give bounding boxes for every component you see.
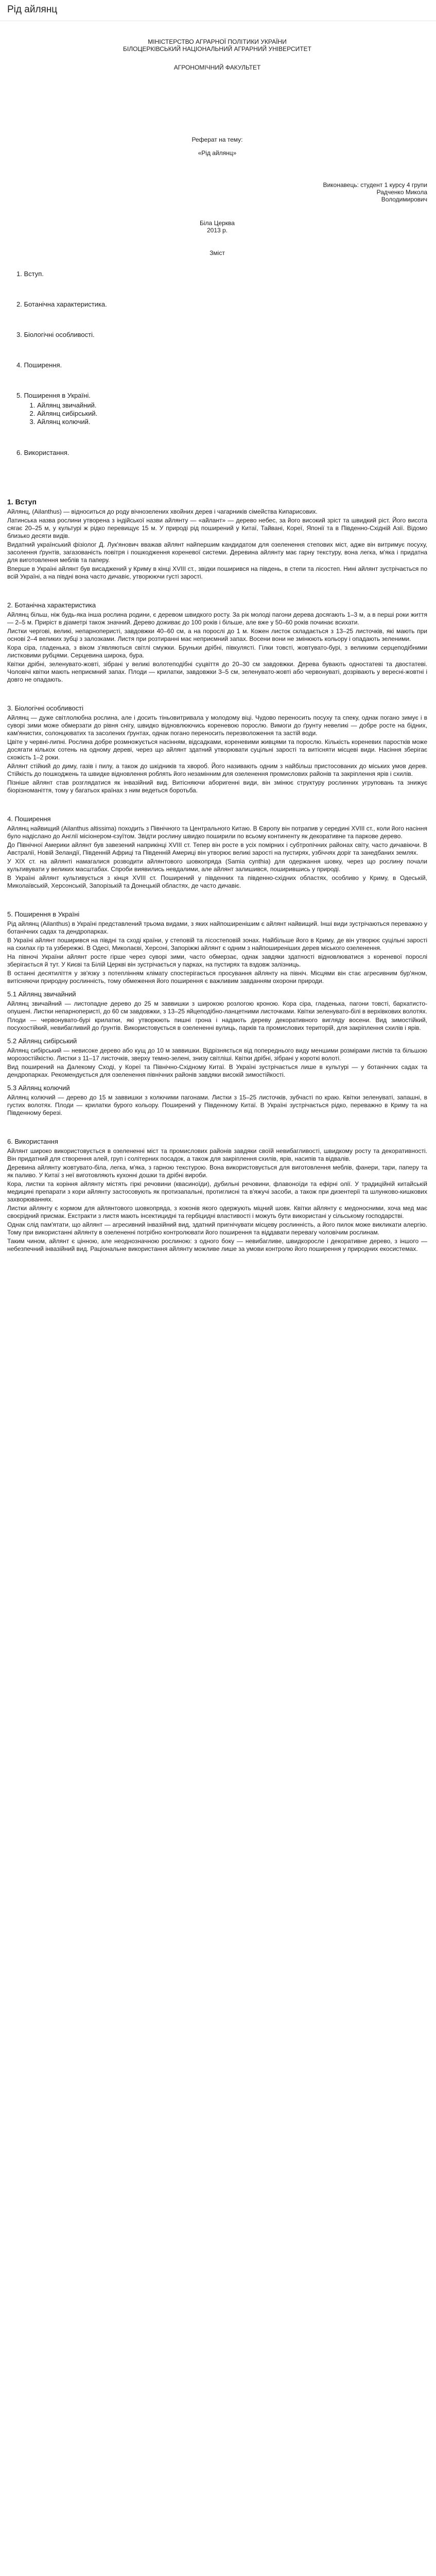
paragraph: Вперше в Україні айлянт був висаджений у Криму в кінці XVIII ст., звідки поширився на південь, в степи та лісостеп. Нині айлянт зустрічається по всій Україні, а на півдні вона часто дичавіє, утворюючи густі зарості. xyxy=(7,565,427,580)
toc-item: 6. Використання. xyxy=(16,449,69,456)
ministry-name: МІНІСТЕРСТВО АГРАРНОЇ ПОЛІТИКИ УКРАЇНИ xyxy=(148,38,287,45)
section-botanical xyxy=(7,601,427,684)
paragraph: В останні десятиліття у зв'язку з потеплінням клімату спостерігається просування айлянту на північ. Місцями він стає агресивним бур'яном, витісняючи природну рослинність, тому обмеження його поширення є важливим завданням охорони природи. xyxy=(7,970,427,985)
section-heading: 4. Поширення xyxy=(7,815,51,823)
toc-subitem: 1. Айлянц звичайний. xyxy=(37,401,427,410)
paragraph: Айлянт широко використовується в озелененні міст та промислових районів завдяки своїй невибагливості, швидкому росту та декоративності. Він придатний для створення алей, груп і солітерних посадок, а також для закріплення схилів, ярів, насипів та відвалів. xyxy=(7,1147,427,1162)
paragraph: В Україні айлянт культивується з кінця XVIII ст. Поширений у південних та південно-східних областях, особливо у Криму, в Одеській, Миколаївській, Херсонській, Запорізькій та Донецькій областях, де часто дичавіє. xyxy=(7,874,427,889)
section-introduction xyxy=(7,498,427,581)
paragraph: Айлянт стійкий до диму, газів і пилу, а також до шкідників та хвороб. Його називають одним з найбільш пристосованих до міських умов дерев. Стійкість до пошкоджень та швидке відновлення роблять його незамінним для озеленення промислових районів та закріплення ярів і схилів. xyxy=(7,762,427,777)
paragraph: Видатний український фізіолог Д. Лук'янович вважав айлянт найпершим кандидатом для озеленення степових міст, адже він витримує посуху, засолення ґрунтів, загазованість повітря і пошкодження кореневої системи. Деревина айлянту має гарну текстуру, вона легка, м'яка і придатна для виготовлення меблів та паперу. xyxy=(7,541,427,564)
toc-item-label: 5. Поширення в Україні. xyxy=(16,392,91,399)
paragraph: Рід айлянц (Ailanthus) в Україні представлений трьома видами, з яких найпоширенішим є айлянт найвищий. Інші види зустрічаються переважно у ботанічних садах та дендропарках. xyxy=(7,920,427,935)
paragraph: Айлянц сибірський — невисоке дерево або кущ до 10 м заввишки. Відрізняється від попереднього виду меншими розмірами листків та більшою морозостійкістю. Листки з 11–17 листочків, зверху темно-зелені, знизу світліші. Квітки дрібні, зібрані у короткі волоті. xyxy=(7,1047,427,1062)
paragraph: Вид поширений на Далекому Сході, у Кореї та Північно-Східному Китаї. В Україні зустрічається лише в культурі — у ботанічних садах та дендропарках. Рекомендується для озеленення північних районів завдяки високій зимостійкості. xyxy=(7,1063,427,1078)
university-name: БІЛОЦЕРКІВСЬКИЙ НАЦІОНАЛЬНИЙ АГРАРНИЙ УНІВЕРСИТЕТ xyxy=(123,45,311,53)
page-title: Рід айлянц xyxy=(7,4,58,15)
paragraph: Кора, листки та коріння айлянту містять гіркі речовини (квасиноїди), дубильні речовини, флавоноїди та ефірні олії. У традиційній китайській медицині препарати з кори айлянту застосовують як протизапальні, протиглисні та в'яжучі засоби, а також при дизентерії та шлунково-кишкових захворюваннях. xyxy=(7,1180,427,1203)
toc-subitems xyxy=(37,401,427,426)
toc-item: 4. Поширення. xyxy=(16,361,62,369)
toc-item: 2. Ботанічна характеристика. xyxy=(16,300,107,308)
section-heading: 1. Вступ xyxy=(7,498,37,506)
paragraph: В Україні айлянт поширився на півдні та сході країни, у степовій та лісостеповій зонах. Найбільше його в Криму, де він утворює суцільні зарості на схилах гір та узбережжі. В Одесі, Миколаєві, Херсоні, Запоріжжі айлянт є одним з найпоширеніших дерев міського озеленення. xyxy=(7,937,427,952)
section-heading: 5. Поширення в Україні xyxy=(7,910,80,918)
paragraph: Айлянц найвищий (Ailanthus altissima) походить з Північного та Центрального Китаю. В Європу він потрапив у середині XVIII ст., коли його насіння було надіслано до Англії місіонером-єзуїтом. Звідти рослину швидко поширили по всьому континенту як декоративне та паркове дерево. xyxy=(7,825,427,840)
toc-item: 1. Вступ. xyxy=(16,270,44,278)
paragraph: Айлянц більш, ніж будь-яка інша рослина родини, є деревом швидкого росту. За рік молоді пагони дерева досягають 1–3 м, а в перші роки життя — 2–5 м. Приріст в діаметрі також значний. Дерево доживає до 100 років і більше, але вже у 50–60 років починає всихати. xyxy=(7,611,427,626)
document-body xyxy=(7,21,427,2576)
author-line-3: Володимирович xyxy=(381,196,427,203)
section-distribution-ukraine xyxy=(7,910,427,1117)
faculty-name: АГРОНОМІЧНИЙ ФАКУЛЬТЕТ xyxy=(173,64,261,71)
section-heading: 2. Ботанічна характеристика xyxy=(7,601,96,609)
section-heading: 3. Біологічні особливості xyxy=(7,704,84,712)
paragraph: Плоди — червонувато-бурі крилатки, які утворюють пишні грона і надають дереву декоративного вигляду восени. Вид зимостійкий, посухостійкий, невибагливий до ґрунтів. Використовується в озелененні вулиць, парків та промислових територій, для закріплення схилів і ярів. xyxy=(7,1016,427,1031)
subsection-heading: 5.1 Айлянц звичайний xyxy=(7,990,76,998)
page-header xyxy=(0,0,436,21)
paragraph: Цвіте у червні-липні. Рослина добре розмножується насінням, відсадками, кореневими живцями та порослю. Кількість кореневих паростків може досягати кількох сотень на одному дереві, через що айлянт здатний утворювати суцільні зарості та витісняти місцеві види. Насіння зберігає схожість 1–2 роки. xyxy=(7,738,427,761)
paragraph: Таким чином, айлянт є цінною, але неоднозначною рослиною: з одного боку — невибагливе, швидкоросле і декоративне дерево, з іншого — небезпечний інвазійний вид. Раціональне використання айлянту можливе лише за умови контролю його поширення у природних екосистемах. xyxy=(7,1238,427,1252)
paragraph: У XIX ст. на айлянті намагалися розводити айлянтового шовкопряда (Samia cynthia) для одержання шовку, через що рослину почали культивувати у великих масштабах. Спроби виявились невдалими, але айлянт залишився, поширившись у природі. xyxy=(7,858,427,873)
table-of-contents xyxy=(7,270,427,456)
toc-subitem: 2. Айлянц сибірський. xyxy=(37,410,427,418)
city: Біла Церква xyxy=(200,219,235,227)
paragraph: Айлянц звичайний — листопадне дерево до 25 м заввишки з широкою розлогою кроною. Кора сіра, гладенька, пагони товсті, бархатисто-опушені. Листки непарноперисті, до 60 см завдовжки, з 13–25 яйцеподібно-ланцетними листочками. Квітки зеленувато-білі в верхівкових волотях. xyxy=(7,1000,427,1015)
document-type: Реферат на тему: xyxy=(191,136,243,143)
paragraph: Квітки дрібні, зеленувато-жовті, зібрані у великі волотеподібні суцвіття до 20–30 см завдовжки. Дерева бувають одностатеві та двостатеві. Чоловічі квітки мають неприємний запах. Плоди — крилатки, завдовжки 3–5 см, зеленувато-жовті або червонуваті, дозрівають у вересні-жовтні і довго не опадають. xyxy=(7,660,427,683)
toc-item: 3. Біологічні особливості. xyxy=(16,331,95,338)
toc-item xyxy=(16,392,427,426)
paragraph: Латинська назва рослини утворена з індійської назви айлянту — «айлант» — дерево небес, за його високий зріст та швидкий ріст. Його висота сягає 20–25 м, у культурі ж рідко перевищує 15 м. У природі рід поширений у Китаї, Тайвані, Кореї, Японії та в Південно-Східній Азії. Відомо близько десяти видів. xyxy=(7,517,427,539)
author-line-2: Радченко Микола xyxy=(376,189,427,196)
author-line-1: Виконавець: студент 1 курсу 4 групи xyxy=(323,181,427,189)
paragraph: Однак слід пам'ятати, що айлянт — агресивний інвазійний вид, здатний пригнічувати місцеву рослинність, а його пилок може викликати алергію. Тому при використанні айлянту в озелененні потрібно контролювати його поширення та віддавати перевагу чоловічим рослинам. xyxy=(7,1221,427,1236)
paragraph: Листки чергові, великі, непарноперисті, завдовжки 40–60 см, а на порослі до 1 м. Кожен листок складається з 13–25 листочків, які мають при основі 2–4 великих зубці з залозками. Листя при розтиранні має неприємний запах. Восени вони не змінюють кольору і опадають зеленими. xyxy=(7,628,427,642)
section-distribution xyxy=(7,815,427,890)
paragraph: Кора сіра, гладенька, з віком з'являються світлі смужки. Бруньки дрібні, півкулясті. Гілки товсті, жовтувато-бурі, з великими серцеподібними листковими рубцями. Серцевина широка, бура. xyxy=(7,644,427,659)
paragraph: Листки айлянту є кормом для айлянтового шовкопряда, з коконів якого одержують міцний шовк. Квітки айлянту є медоносними, хоча мед має своєрідний присмак. Екстракти з листя мають інсектицидні та гербіцидні властивості і можуть бути використані у сільському господарстві. xyxy=(7,1205,427,1219)
section-heading: 6. Використання xyxy=(7,1138,58,1145)
paragraph: На півночі України айлянт росте гірше через суворі зими, часто обмерзає, однак завдяки здатності відновлюватися з кореневої порослі зберігається й тут. У Києві та Білій Церкві він зустрічається у парках, на пустирях та вздовж залізниць. xyxy=(7,953,427,968)
subsection-heading: 5.2 Айлянц сибірський xyxy=(7,1037,77,1045)
section-biology xyxy=(7,704,427,794)
section-usage xyxy=(7,1138,427,1253)
paragraph: Айлянц, (Ailanthus) — відноситься до роду вічнозелених хвойних дерев і чагарників сімейства Кипарисових. xyxy=(7,508,318,515)
paragraph: Пізніше айлянт став розглядатися як інвазійний вид. Витісняючи аборигенні види, він змінює структуру рослинних угруповань та знижує біорізноманіття, тому у багатьох країнах з ним ведеться боротьба. xyxy=(7,779,427,794)
paragraph: До Північної Америки айлянт був завезений наприкінці XVIII ст. Тепер він росте в усіх помірних і субтропічних районах світу, часто дичавіючи. В Австралії, Новій Зеландії, Південній Африці та Південній Америці він утворює великі зарості на пустирях, узбіччях доріг та занедбаних землях. xyxy=(7,841,427,856)
paragraph: Деревина айлянту жовтувато-біла, легка, м'яка, з гарною текстурою. Вона використовується для виготовлення меблів, фанери, тари, паперу та як паливо. У Китаї з неї виготовляють кухонні дошки та дрібні вироби. xyxy=(7,1164,427,1179)
paragraph: Айлянц колючий — дерево до 15 м заввишки з колючими пагонами. Листки з 15–25 листочків, зубчасті по краю. Квітки зеленуваті, запашні, в густих волотях. Плоди — крилатки бурого кольору. Поширений у Південному Китаї. В Україні зустрічається рідко, переважно в Криму та на Південному березі. xyxy=(7,1094,427,1116)
paragraph: Айлянц — дуже світлолюбна рослина, але і досить тіньовитривала у молодому віці. Чудово переносить посуху та спеку, однак погано зимує і в суворі зими може обмерзати до рівня снігу, швидко відновлюючись кореневою порослю. Вимоги до ґрунту невеликі — добре росте на бідних, кам'янистих, солонцюватих та засолених ґрунтах, однак погано переносить перезволоження та застій води. xyxy=(7,714,427,737)
toc-subitem: 3. Айлянц колючий. xyxy=(37,418,427,426)
year: 2013 р. xyxy=(206,227,228,234)
subsection-heading: 5.3 Айлянц колючий xyxy=(7,1084,70,1092)
document-topic: «Рід айлянц» xyxy=(198,149,237,157)
contents-heading: Зміст xyxy=(210,249,225,257)
